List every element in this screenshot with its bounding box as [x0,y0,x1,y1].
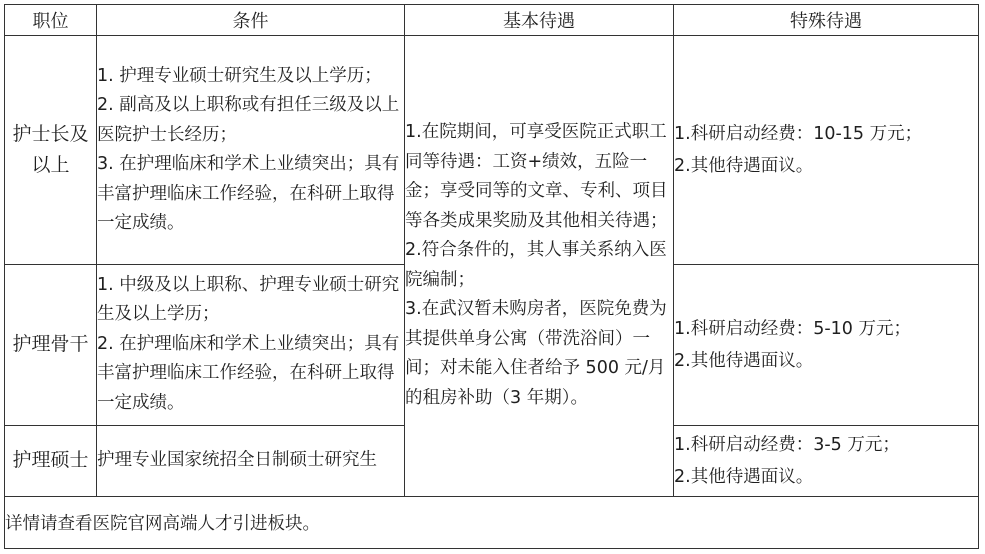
conditions-cell [97,36,405,265]
special-benefits-cell [674,264,979,425]
recruitment-table [4,4,979,549]
conditions-cell [97,425,405,496]
condition-item: 2. 在护理临床和学术上业绩突出；具有丰富护理临床工作经验，在科研上取得一定成绩。 [97,333,400,413]
special-benefits-cell [674,36,979,265]
condition-item: 3. 在护理临床和学术上业绩突出；具有丰富护理临床工作经验，在科研上取得一定成绩。 [97,154,400,234]
special-benefit-item: 2.其他待遇面议。 [674,156,814,177]
basic-benefit-item: 2.符合条件的，其人事关系纳入医院编制； [405,240,667,290]
special-benefit-item: 1.科研启动经费：3-5 万元； [674,434,900,455]
header-special-benefits: 特殊待遇 [674,5,979,36]
special-benefits-cell [674,425,979,496]
table-row [5,36,979,265]
note-row [5,496,979,548]
special-benefit-item: 1.科研启动经费：5-10 万元； [674,318,911,339]
header-position: 职位 [5,5,97,36]
condition-item: 2. 副高及以上职称或有担任三级及以上医院护士长经历； [97,95,400,145]
position-cell: 护士长及以上 [5,36,97,265]
special-benefit-item: 1.科研启动经费：10-15 万元； [674,124,923,145]
header-conditions: 条件 [97,5,405,36]
special-benefit-item: 2.其他待遇面议。 [674,466,814,487]
condition-item: 护理专业国家统招全日制硕士研究生 [97,449,377,470]
header-row [5,5,979,36]
condition-item: 1. 中级及以上职称、护理专业硕士研究生及以上学历； [97,274,400,325]
condition-item: 1. 护理专业硕士研究生及以上学历； [97,65,382,86]
position-cell: 护理硕士 [5,425,97,496]
basic-benefits-cell [405,36,674,497]
conditions-cell [97,264,405,425]
header-basic-benefits: 基本待遇 [405,5,674,36]
basic-benefit-item: 3.在武汉暂未购房者，医院免费为其提供单身公寓（带洗浴间）一间；对未能入住者给予 500 元/月的租房补助（3 年期）。 [405,299,667,408]
basic-benefit-item: 1.在院期间，可享受医院正式职工同等待遇：工资+绩效，五险一金；享受同等的文章、专利、项目等各类成果奖励及其他相关待遇； [405,122,668,231]
special-benefit-item: 2.其他待遇面议。 [674,350,814,371]
footnote: 详情请查看医院官网高端人才引进板块。 [5,496,979,548]
position-cell: 护理骨干 [5,264,97,425]
